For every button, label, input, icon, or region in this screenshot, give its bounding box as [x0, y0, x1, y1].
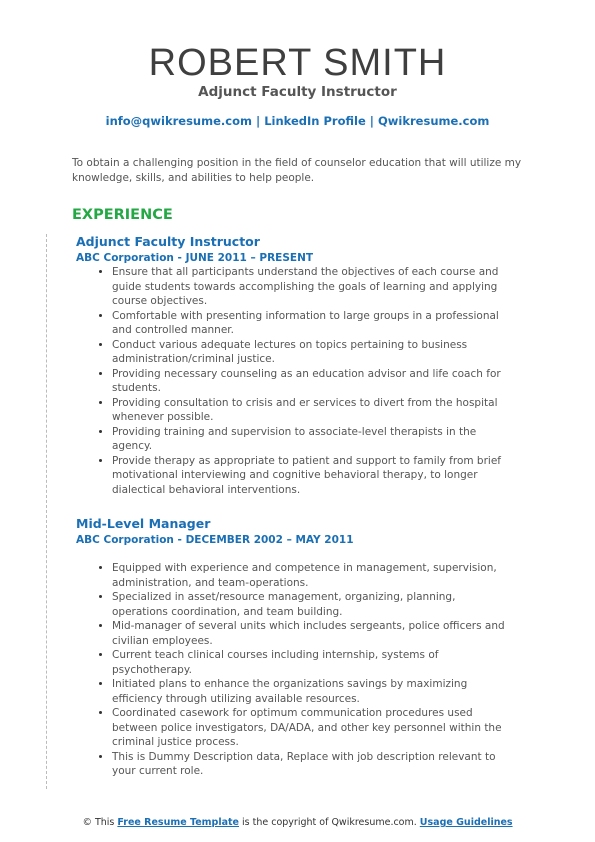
list-item: • Specialized in asset/resource management, organizing, planning, operations coordination, and team building.: [112, 590, 506, 619]
job-title: Adjunct Faculty Instructor: [76, 234, 260, 249]
list-item: • Conduct various adequate lectures on topics pertaining to business administration/criminal justice.: [112, 338, 506, 367]
footer-prefix: © This: [82, 817, 118, 828]
candidate-name: ROBERT SMITH: [148, 42, 447, 84]
list-item: • Mid-manager of several units which includes sergeants, police officers and civilian employees.: [112, 619, 506, 648]
contact-separator: |: [255, 114, 261, 128]
list-item: • Ensure that all participants understand the objectives of each course and guide students towards accomplishing the goals of learning and applying course objectives.: [112, 265, 506, 309]
linkedin-link[interactable]: LinkedIn Profile: [264, 114, 366, 128]
free-resume-template-link[interactable]: Free Resume Template: [117, 817, 239, 828]
job-meta: [76, 533, 506, 547]
job-meta-dash: -: [173, 252, 186, 264]
list-item: • This is Dummy Description data, Replace with job description relevant to your current role.: [112, 750, 506, 779]
list-item: • Provide therapy as appropriate to patient and support to family from brief motivational interviewing and cognitive behavioral therapy, to longer dialectical behavioral interventions.: [112, 454, 506, 498]
footer-copyright-text: is the copyright of Qwikresume.com.: [239, 817, 420, 828]
list-item: • Coordinated casework for optimum communication procedures used between police investigators, DA/ADA, and other key personnel within the criminal justice process.: [112, 706, 506, 750]
job-bullets: [76, 561, 506, 779]
job-dates: JUNE 2011 – PRESENT: [185, 252, 314, 264]
list-item: • Providing necessary counseling as an education advisor and life coach for students.: [112, 367, 506, 396]
job-meta-dash: -: [173, 534, 186, 546]
list-item: • Current teach clinical courses including internship, systems of psychotherapy.: [112, 648, 506, 677]
candidate-title: Adjunct Faculty Instructor: [198, 84, 397, 100]
section-heading-experience: EXPERIENCE: [72, 207, 173, 223]
list-item: • Initiated plans to enhance the organizations savings by maximizing efficiency through utilizing available resources.: [112, 677, 506, 706]
job-meta: [76, 251, 506, 265]
list-item: • Providing consultation to crisis and er services to divert from the hospital whenever possible.: [112, 396, 506, 425]
list-item: • Equipped with experience and competence in management, supervision, administration, and team-operations.: [112, 561, 506, 590]
list-item: • Providing training and supervision to associate-level therapists in the agency.: [112, 425, 506, 454]
job-company: ABC Corporation: [76, 534, 174, 546]
usage-guidelines-link[interactable]: Usage Guidelines: [419, 817, 513, 828]
contact-line: [0, 114, 595, 128]
job-bullets: [76, 265, 506, 497]
objective-text: To obtain a challenging position in the field of counselor education that will utilize my knowledge, skills, and abilities to help people.: [72, 157, 522, 184]
job-company: ABC Corporation: [76, 252, 174, 264]
job-title: Mid-Level Manager: [76, 516, 211, 531]
job-dates: DECEMBER 2002 – MAY 2011: [185, 534, 354, 546]
job-entry: [76, 234, 506, 497]
footer: [0, 817, 595, 828]
contact-separator: |: [369, 114, 374, 128]
list-item: • Comfortable with presenting information to large groups in a professional and controlled manner.: [112, 309, 506, 338]
timeline-divider: [46, 234, 47, 789]
job-entry: [76, 516, 506, 779]
email-link[interactable]: info@qwikresume.com: [105, 114, 252, 128]
website-link[interactable]: Qwikresume.com: [378, 114, 490, 128]
